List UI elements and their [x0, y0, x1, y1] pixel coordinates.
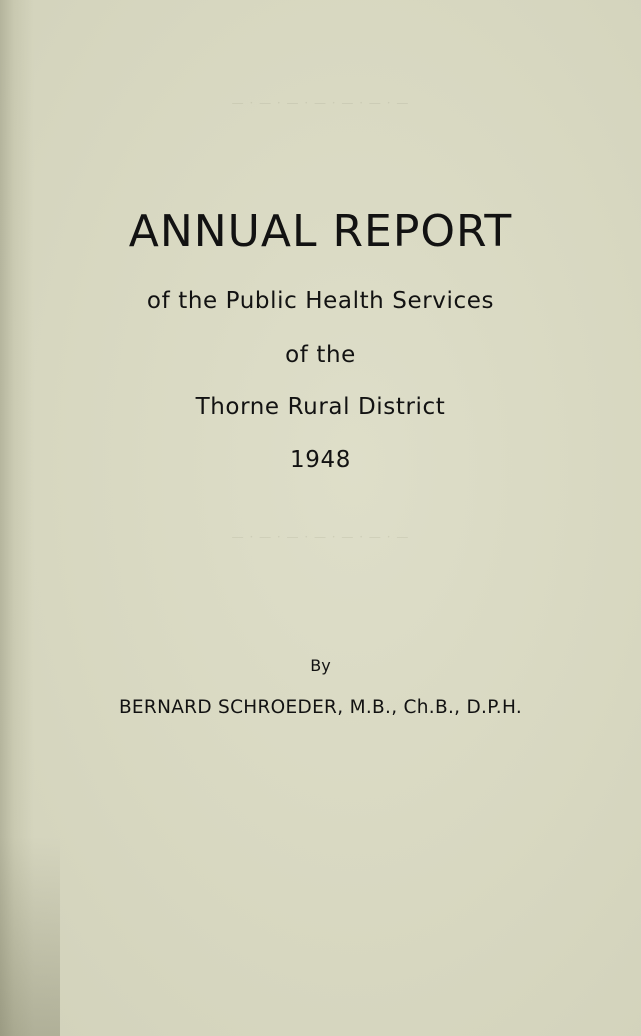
subtitle-district: Thorne Rural District — [195, 394, 446, 420]
by-label: By — [310, 656, 331, 675]
bleed-through-text: — · — · — · — · — · — · — — [231, 96, 410, 110]
subtitle-public-health: of the Public Health Services — [146, 288, 495, 314]
subtitle-of-the: of the — [285, 342, 356, 368]
report-title: ANNUAL REPORT — [128, 206, 513, 257]
report-year: 1948 — [290, 447, 351, 473]
page-edge-shadow — [0, 836, 60, 1036]
author-name: BERNARD SCHROEDER, M.B., Ch.B., D.P.H. — [118, 697, 523, 718]
bleed-through-text: — · — · — · — · — · — · — — [231, 530, 410, 544]
